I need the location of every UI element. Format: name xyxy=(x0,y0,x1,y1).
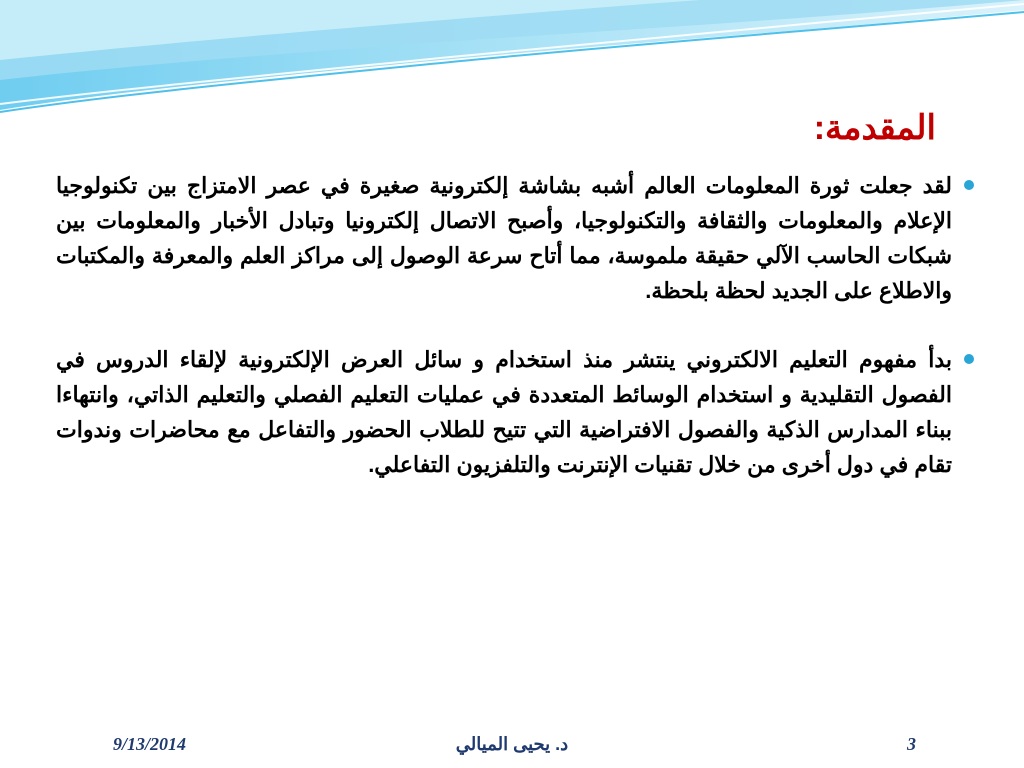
content-body xyxy=(56,168,952,516)
bullet-text-2: بدأ مفهوم التعليم الالكتروني ينتشر منذ استخدام و سائل العرض الإلكترونية لإلقاء الدروس في الفصول التقليدية و استخدام الوسائط المتعددة في عمليات التعليم الفصلي والتعليم الذاتي، وانتهاءا ببناء المدارس الذكية والفصول الافتراضية التي تتيح للطلاب الحضور والتفاعل مع محاضرات وندوات تقام في دول أخرى من خلال تقنيات الإنترنت والتلفزيون التفاعلي. xyxy=(56,347,952,477)
bullet-dot-icon xyxy=(964,354,974,364)
footer-date: 9/13/2014 xyxy=(113,734,187,754)
bullet-paragraph-1 xyxy=(56,168,952,308)
page-number: 3 xyxy=(907,734,916,754)
footer-author: د. يحيى الميالي xyxy=(455,734,569,754)
bullet-paragraph-2 xyxy=(56,342,952,482)
bullet-text-1: لقد جعلت ثورة المعلومات العالم أشبه بشاشة إلكترونية صغيرة في عصر الامتزاج بين تكنولوجيا الإعلام والمعلومات والثقافة والتكنولوجيا، وأصبح الاتصال إلكترونيا وتبادل الأخبار والمعلومات بين شبكات الحاسب الآلي حقيقة ملموسة، مما أتاح سرعة الوصول إلى مراكز العلم والمعرفة والمكتبات والاطلاع على الجديد لحظة بلحظة. xyxy=(56,173,952,303)
header-wave-decoration xyxy=(0,0,1024,120)
slide-title: المقدمة: xyxy=(813,109,936,147)
bullet-dot-icon xyxy=(964,180,974,190)
